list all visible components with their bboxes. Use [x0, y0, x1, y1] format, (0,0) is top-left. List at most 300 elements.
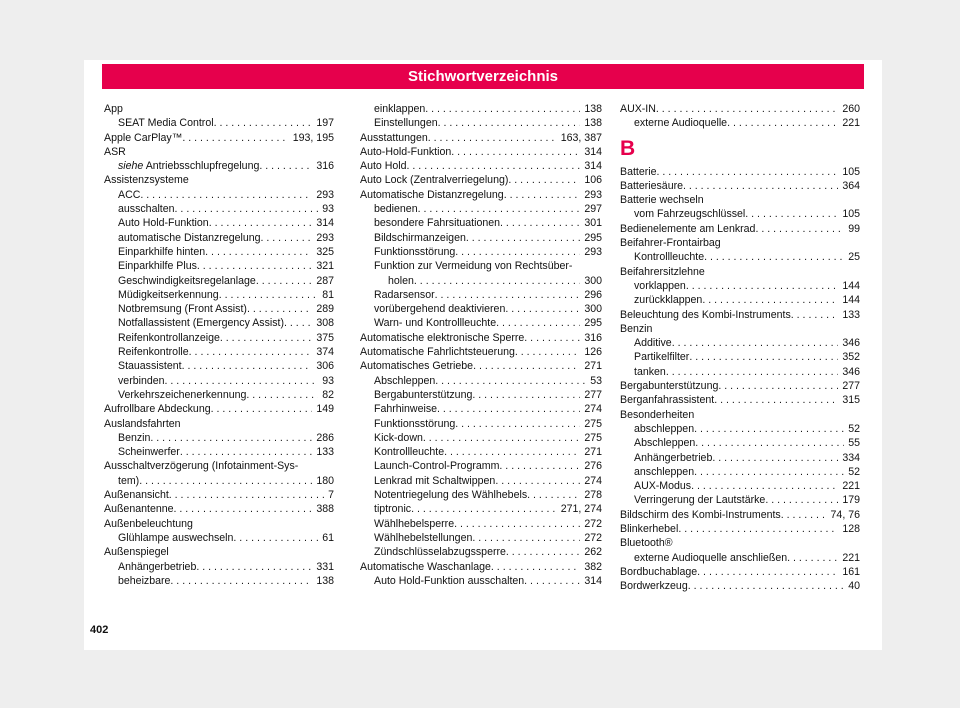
page-title: Stichwortverzeichnis [102, 64, 864, 89]
index-entry [360, 202, 602, 216]
index-entry [360, 274, 602, 288]
entry-text: holen [388, 274, 414, 287]
entry-label [360, 131, 428, 145]
entry-text: Außenantenne [104, 503, 174, 516]
entry-text: Funktionsstörung [374, 245, 456, 258]
index-entry [104, 216, 334, 230]
entry-page: 99 [848, 222, 860, 235]
index-entry [620, 565, 860, 579]
entry-label [118, 259, 197, 273]
entry-label [374, 302, 505, 316]
index-entry [620, 379, 860, 393]
entry-label [374, 431, 423, 445]
leader-dots [702, 293, 838, 307]
entry-text: Ausstattungen [360, 131, 428, 144]
entry-text: vorübergehend deaktivieren [374, 303, 506, 316]
index-entry [620, 293, 860, 307]
leader-dots [175, 202, 319, 216]
entry-page: 25 [848, 251, 860, 264]
entry-label [634, 250, 704, 264]
index-entry [360, 173, 602, 187]
index-entry [360, 345, 602, 359]
entry-page: 300 [584, 274, 602, 287]
entry-text: Stauassistent [118, 360, 182, 373]
entry-page: 7 [328, 489, 334, 502]
entry-label [360, 145, 451, 159]
index-heading: Besonderheiten [620, 408, 695, 421]
entry-label [374, 502, 411, 516]
index-group-b [620, 165, 860, 594]
entry-text: Anhängerbetrieb [634, 451, 713, 464]
index-entry [620, 465, 860, 479]
index-entry [104, 445, 334, 459]
entry-page: 274 [584, 474, 602, 487]
index-entry [104, 231, 334, 245]
entry-page: 126 [584, 346, 602, 359]
entry-text: Außenansicht [104, 489, 169, 502]
index-entry [620, 102, 860, 116]
leader-dots [496, 316, 580, 330]
entry-text: Bedienelemente am Lenkrad [620, 222, 756, 235]
index-entry [360, 545, 602, 559]
entry-text: Launch-Control-Programm [374, 460, 500, 473]
entry-text: Auto-Hold-Funktion [360, 145, 452, 158]
entry-page: 331 [316, 560, 334, 573]
leader-dots [787, 551, 838, 565]
entry-text: Abschleppen [634, 437, 696, 450]
entry-text: Benzin [118, 431, 151, 444]
entry-label [118, 445, 180, 459]
index-entry [360, 560, 602, 574]
entry-page: 293 [316, 188, 334, 201]
entry-text: Radarsensor [374, 288, 435, 301]
index-entry [104, 488, 334, 502]
index-entry [360, 531, 602, 545]
entry-text: Scheinwerfer [118, 446, 180, 459]
leader-dots [694, 465, 844, 479]
leader-dots [454, 517, 580, 531]
entry-text: Automatische Fahrlichtsteuerung [360, 346, 515, 359]
entry-text: Reifenkontrollanzeige [118, 331, 220, 344]
entry-page: 272 [584, 531, 602, 544]
leader-dots [755, 222, 844, 236]
entry-page: 81 [322, 288, 334, 301]
index-entry [620, 116, 860, 130]
entry-label [374, 417, 455, 431]
index-heading: Auslandsfahrten [104, 417, 181, 430]
entry-text: Automatische Distanzregelung [360, 188, 504, 201]
entry-text: externe Audioquelle [634, 117, 728, 130]
leader-dots [524, 574, 580, 588]
entry-text: tem) [118, 474, 140, 487]
leader-dots [765, 493, 838, 507]
index-entry [620, 365, 860, 379]
entry-label [634, 493, 765, 507]
entry-text: Anhängerbetrieb [118, 560, 197, 573]
entry-page: 272 [584, 517, 602, 530]
entry-page: 144 [842, 279, 860, 292]
leader-dots [256, 274, 313, 288]
index-entry [360, 159, 602, 173]
index-heading: Benzin [620, 322, 653, 335]
leader-dots [745, 207, 838, 221]
entry-label [374, 517, 454, 531]
entry-label [374, 116, 438, 130]
index-entry [104, 502, 334, 516]
index-entry [620, 179, 860, 193]
leader-dots [197, 259, 312, 273]
index-heading: ASR [104, 145, 126, 158]
index-entry [360, 517, 602, 531]
leader-dots [506, 545, 580, 559]
leader-dots [418, 202, 581, 216]
index-heading: Funktion zur Vermeidung von Rechtsüber- [374, 260, 573, 273]
leader-dots [714, 393, 838, 407]
entry-label [634, 365, 666, 379]
entry-page: 346 [842, 365, 860, 378]
entry-page: 262 [584, 546, 602, 559]
page-number: 402 [90, 624, 109, 636]
entry-label [118, 359, 182, 373]
entry-page: 180 [316, 474, 334, 487]
entry-text: Abschleppen [374, 374, 436, 387]
index-entry [104, 316, 334, 330]
leader-dots [150, 431, 312, 445]
leader-dots [683, 179, 838, 193]
leader-dots [505, 302, 580, 316]
leader-dots [414, 274, 580, 288]
entry-label [360, 331, 524, 345]
index-heading: Beifahrersitzlehne [620, 265, 705, 278]
entry-text: Auto Lock (Zentralverriegelung) [360, 174, 509, 187]
entry-label [620, 102, 656, 116]
entry-text: abschleppen [634, 422, 695, 435]
leader-dots [694, 422, 844, 436]
leader-dots [205, 245, 312, 259]
index-entry [104, 131, 334, 145]
index-entry [360, 331, 602, 345]
index-entry [360, 316, 602, 330]
index-entry [360, 231, 602, 245]
leader-dots [261, 231, 313, 245]
entry-page: 314 [584, 574, 602, 587]
entry-page: 375 [316, 331, 334, 344]
entry-label [374, 102, 425, 116]
entry-label [374, 459, 499, 473]
entry-label [620, 308, 791, 322]
index-entry [104, 259, 334, 273]
entry-text: Einparkhilfe Plus [118, 260, 197, 273]
entry-label [118, 531, 233, 545]
entry-text: AUX-IN [620, 103, 656, 115]
entry-text: Bordbuchablage [620, 565, 698, 578]
entry-label [620, 393, 714, 407]
entry-label [118, 231, 261, 245]
index-entry [104, 474, 334, 488]
leader-dots [411, 502, 557, 516]
index-entry [360, 245, 602, 259]
entry-page: 306 [316, 360, 334, 373]
index-entry [360, 359, 602, 373]
index-entry [360, 431, 602, 445]
entry-text: verbinden [118, 374, 165, 387]
leader-dots [656, 102, 838, 116]
index-heading: Batterie wechseln [620, 194, 704, 207]
leader-dots [491, 560, 580, 574]
index-heading: Ausschaltverzögerung (Infotainment-Sys- [104, 460, 299, 473]
entry-label [374, 316, 496, 330]
entry-page: 40 [848, 580, 860, 593]
leader-dots [233, 531, 318, 545]
entry-label [118, 316, 284, 330]
entry-page: 128 [842, 523, 860, 536]
index-entry [104, 345, 334, 359]
entry-label [634, 479, 691, 493]
entry-page: 289 [316, 303, 334, 316]
entry-page: 274 [584, 403, 602, 416]
leader-dots [472, 531, 580, 545]
entry-page: 133 [316, 446, 334, 459]
entry-text: Kick-down [374, 431, 423, 444]
index-entry [360, 574, 602, 588]
index-heading: Beifahrer-Frontairbag [620, 237, 721, 250]
entry-page: 138 [584, 117, 602, 130]
entry-text: vom Fahrzeugschlüssel [634, 208, 746, 221]
entry-page: 74, 76 [830, 508, 860, 521]
leader-dots [495, 474, 580, 488]
entry-text: Auto Hold-Funktion [118, 217, 209, 230]
leader-dots [182, 131, 288, 145]
entry-page: 271 [584, 446, 602, 459]
entry-label [634, 436, 695, 450]
entry-page: 133 [842, 308, 860, 321]
index-entry [104, 431, 334, 445]
entry-label [620, 222, 755, 236]
entry-page: 277 [584, 388, 602, 401]
index-entry [104, 202, 334, 216]
entry-text: AUX-Modus [634, 480, 692, 493]
index-entry [104, 560, 334, 574]
entry-label [374, 545, 506, 559]
index-entry [360, 216, 602, 230]
entry-text: Automatische Waschanlage [360, 560, 491, 573]
entry-label [634, 465, 694, 479]
entry-label [620, 165, 657, 179]
leader-dots [718, 379, 838, 393]
leader-dots [220, 331, 312, 345]
entry-label [374, 216, 500, 230]
entry-page: 314 [316, 217, 334, 230]
index-column-3 [620, 102, 860, 594]
index-entry [360, 488, 602, 502]
entry-text: Auto Hold-Funktion ausschalten [374, 574, 525, 587]
entry-text: Verkehrszeichenerkennung [118, 388, 247, 401]
entry-text: Apple CarPlay™ [104, 131, 183, 144]
leader-dots [499, 459, 580, 473]
entry-text: Antriebsschlupfregelung [145, 160, 260, 173]
entry-text: Notfallassistent (Emergency Assist) [118, 317, 285, 330]
entry-text: Wählhebelstellungen [374, 531, 473, 544]
index-entry [620, 222, 860, 236]
index-entry [104, 402, 334, 416]
leader-dots [515, 345, 580, 359]
entry-page: 61 [322, 531, 334, 544]
entry-label [634, 451, 712, 465]
leader-dots [169, 488, 324, 502]
index-entry [620, 493, 860, 507]
entry-text: Blinkerhebel [620, 523, 679, 536]
entry-page: 260 [842, 103, 860, 115]
entry-label [104, 502, 174, 516]
index-entry [360, 445, 602, 459]
entry-label [374, 402, 437, 416]
entry-label [374, 574, 524, 588]
entry-page: 293 [316, 231, 334, 244]
entry-page: 221 [842, 480, 860, 493]
index-entry [104, 574, 334, 588]
entry-page: 52 [848, 465, 860, 478]
entry-text: automatische Distanzregelung [118, 231, 261, 244]
leader-dots [174, 502, 313, 516]
entry-text: vorklappen [634, 279, 686, 292]
index-entry [360, 145, 602, 159]
leader-dots [214, 116, 313, 130]
entry-label [118, 245, 205, 259]
entry-page: 197 [316, 117, 334, 130]
entry-label [360, 560, 491, 574]
entry-page: 300 [584, 303, 602, 316]
leader-dots [686, 279, 838, 293]
leader-dots [170, 574, 312, 588]
index-heading: App [104, 103, 123, 115]
index-entry [104, 288, 334, 302]
index-entry [104, 245, 334, 259]
leader-dots [189, 345, 313, 359]
entry-label [118, 159, 259, 173]
entry-text: bedienen [374, 203, 418, 216]
entry-page: 82 [322, 388, 334, 401]
entry-page: 149 [316, 403, 334, 416]
leader-dots [688, 579, 844, 593]
entry-text: ACC [118, 188, 141, 201]
entry-text: Warn- und Kontrollleuchte [374, 317, 497, 330]
entry-label [118, 188, 140, 202]
entry-label [118, 216, 209, 230]
entry-page: 93 [322, 374, 334, 387]
entry-page: 334 [842, 451, 860, 464]
leader-dots [672, 336, 839, 350]
entry-text: Aufrollbare Abdeckung [104, 403, 211, 416]
entry-page: 316 [316, 160, 334, 173]
leader-dots [466, 231, 580, 245]
entry-text: Automatisches Getriebe [360, 360, 474, 373]
section-letter: B [620, 136, 636, 160]
entry-label [118, 331, 220, 345]
leader-dots [455, 417, 580, 431]
entry-page: 93 [322, 203, 334, 216]
index-entry [360, 374, 602, 388]
entry-page: 106 [584, 174, 602, 187]
entry-label [374, 288, 435, 302]
entry-label [620, 565, 697, 579]
leader-dots [657, 165, 839, 179]
leader-dots [423, 431, 580, 445]
entry-text: Kontrollleuchte [374, 446, 445, 459]
leader-dots [697, 565, 838, 579]
entry-label [118, 202, 175, 216]
entry-label [118, 302, 247, 316]
index-entry [104, 274, 334, 288]
index-entry [360, 102, 602, 116]
entry-label [620, 579, 688, 593]
index-entry [360, 388, 602, 402]
entry-page: 138 [584, 103, 602, 115]
entry-label [118, 116, 214, 130]
entry-label [118, 374, 165, 388]
leader-dots [678, 522, 838, 536]
entry-page: 179 [842, 494, 860, 507]
leader-dots [209, 216, 313, 230]
leader-dots [219, 288, 319, 302]
entry-label [388, 274, 414, 288]
entry-label [620, 379, 718, 393]
entry-label [118, 574, 170, 588]
index-entry [360, 188, 602, 202]
leader-dots [140, 188, 312, 202]
index-column-1 [104, 102, 334, 588]
entry-label [360, 359, 473, 373]
entry-page: 105 [842, 208, 860, 221]
leader-dots [435, 374, 586, 388]
leader-dots [246, 388, 318, 402]
entry-text: Berganfahrassistent [620, 394, 715, 407]
leader-dots [472, 388, 580, 402]
entry-page: 53 [590, 374, 602, 387]
entry-page: 163, 387 [560, 131, 602, 144]
entry-text: Notentriegelung des Wählhebels [374, 489, 528, 502]
entry-page: 193, 195 [292, 131, 334, 144]
entry-text: Additive [634, 337, 672, 350]
leader-dots [247, 302, 312, 316]
entry-label [634, 422, 694, 436]
index-entry [360, 459, 602, 473]
entry-label [104, 488, 169, 502]
entry-page: 287 [316, 274, 334, 287]
entry-page: 144 [842, 294, 860, 307]
entry-label [118, 274, 256, 288]
index-entry [620, 551, 860, 565]
leader-dots [781, 508, 827, 522]
entry-page: 314 [584, 145, 602, 158]
entry-text: Beleuchtung des Kombi-Instruments [620, 308, 791, 321]
entry-text: Notbremsung (Front Assist) [118, 303, 247, 316]
entry-text: Bergabunterstützung [374, 388, 473, 401]
leader-dots [407, 159, 581, 173]
entry-page: 325 [316, 245, 334, 258]
entry-page: 316 [584, 331, 602, 344]
entry-text: Einstellungen [374, 117, 438, 130]
entry-text: tiptronic [374, 503, 412, 516]
leader-dots [182, 359, 313, 373]
leader-dots [139, 474, 312, 488]
entry-label [360, 173, 508, 187]
entry-text: Zündschlüsselabzugssperre [374, 546, 506, 559]
entry-page: 308 [316, 317, 334, 330]
index-entry [360, 131, 602, 145]
index-entry [620, 165, 860, 179]
entry-page: 315 [842, 394, 860, 407]
entry-text: Lenkrad mit Schaltwippen [374, 474, 496, 487]
